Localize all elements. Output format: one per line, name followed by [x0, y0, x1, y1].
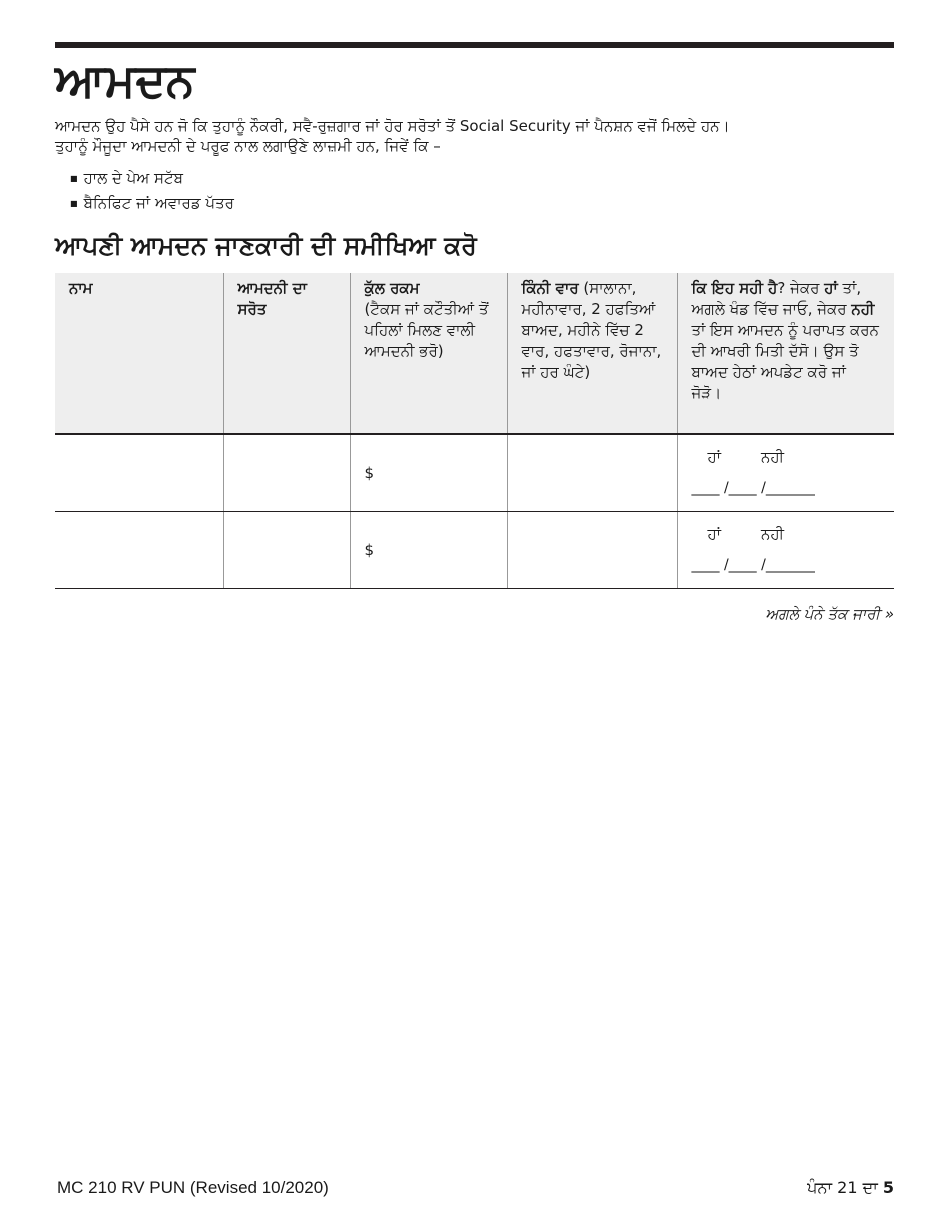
- page-number: ਪੰਨਾ 21 ਦਾ 5: [807, 1178, 894, 1197]
- section-heading: ਆਪਣੀ ਆਮਦਨ ਜਾਣਕਾਰੀ ਦੀ ਸਮੀਖਿਆ ਕਰੋ: [55, 231, 477, 260]
- header-frequency: ਕਿੰਨੀ ਵਾਰ (ਸਾਲਾਨਾ, ਮਹੀਨਾਵਾਰ, 2 ਹਫਤਿਆਂ ਬਾਅਦ, ਮਹੀਨੇ ਵਿੱਚ 2 ਵਾਰ, ਹਫਤਾਵਾਰ, ਰੋਜਾਨਾ, ਜਾਂ ਹਰ ਘੰਟੇ): [507, 273, 677, 434]
- header-amount: ਕੁੱਲ ਰਕਮ (ਟੈਕਸ ਜਾਂ ਕਟੌਤੀਆਂ ਤੋਂ ਪਹਿਲਾਂ ਮਿਲਣ ਵਾਲੀ ਆਮਦਨੀ ਭਰੋ): [350, 273, 507, 434]
- form-id: MC 210 RV PUN (Revised 10/2020): [57, 1178, 329, 1197]
- frequency-cell[interactable]: [507, 434, 677, 512]
- yes-option[interactable]: ਹਾਂ: [707, 448, 721, 466]
- table-header-row: [55, 273, 894, 434]
- no-option[interactable]: ਨਹੀ: [760, 525, 785, 543]
- header-correct: ਕਿ ਇਹ ਸਹੀ ਹੈ? ਜੇਕਰ ਹਾਂ ਤਾਂ, ਅਗਲੇ ਖੰਡ ਵਿੱਚ ਜਾਓ, ਜੇਕਰ ਨਹੀ ਤਾਂ ਇਸ ਆਮਦਨ ਨੂੰ ਪਰਾਪਤ ਕਰਨ ਦੀ ਆਖਰੀ ਮਿਤੀ ਦੱਸੋ। ਉਸ ਤੋ ਬਾਅਦ ਹੇਠਾਂ ਅਪਡੇਟ ਕਰੋ ਜਾਂ ਜੋੜੋ।: [677, 273, 894, 434]
- table-row: [55, 434, 894, 512]
- source-cell[interactable]: [223, 512, 350, 589]
- intro-text: [55, 116, 900, 156]
- date-field[interactable]: ____ /____ /_______: [691, 480, 815, 496]
- frequency-cell[interactable]: [507, 512, 677, 589]
- yes-option[interactable]: ਹਾਂ: [707, 525, 721, 543]
- name-cell[interactable]: [55, 512, 223, 589]
- table-row: [55, 512, 894, 589]
- top-rule: [55, 42, 894, 48]
- proof-list: [70, 166, 234, 216]
- source-cell[interactable]: [223, 434, 350, 512]
- income-table: [55, 273, 894, 589]
- intro-line-1: ਆਮਦਨ ਉਹ ਪੈਸੇ ਹਨ ਜੋ ਕਿ ਤੁਹਾਨੂੰ ਨੌਕਰੀ, ਸਵੈ-ਰੁਜ਼ਗਾਰ ਜਾਂ ਹੋਰ ਸਰੋਤਾਂ ਤੋਂ Social Security ਜਾਂ ਪੈਨਸ਼ਨ ਵਜੋਂ ਮਿਲਦੇ ਹਨ।: [55, 117, 730, 135]
- name-cell[interactable]: [55, 434, 223, 512]
- no-option[interactable]: ਨਹੀ: [760, 448, 785, 466]
- correct-cell: [677, 434, 894, 512]
- intro-line-2: ਤੁਹਾਨੂੰ ਮੌਜੂਦਾ ਆਮਦਨੀ ਦੇ ਪਰੂਫ ਨਾਲ ਲਗਾਉਣੇ ਲਾਜ਼ਮੀ ਹਨ, ਜਿਵੇਂ ਕਿ –: [55, 137, 441, 155]
- list-item: ■ ਬੈਨਿਫਿਟ ਜਾਂ ਅਵਾਰਡ ਪੱਤਰ: [70, 191, 234, 216]
- amount-cell[interactable]: $: [350, 512, 507, 589]
- header-name: ਨਾਮ: [55, 273, 223, 434]
- amount-cell[interactable]: $: [350, 434, 507, 512]
- page-title: ਆਮਦਨ: [55, 53, 195, 107]
- continued-note: ਅਗਲੇ ਪੰਨੇ ਤੱਕ ਜਾਰੀ »: [765, 605, 894, 623]
- list-item: ■ ਹਾਲ ਦੇ ਪੇਅ ਸਟੱਬ: [70, 166, 234, 191]
- header-source: ਆਮਦਨੀ ਦਾ ਸਰੋਤ: [223, 273, 350, 434]
- correct-cell: [677, 512, 894, 589]
- date-field[interactable]: ____ /____ /_______: [691, 557, 815, 573]
